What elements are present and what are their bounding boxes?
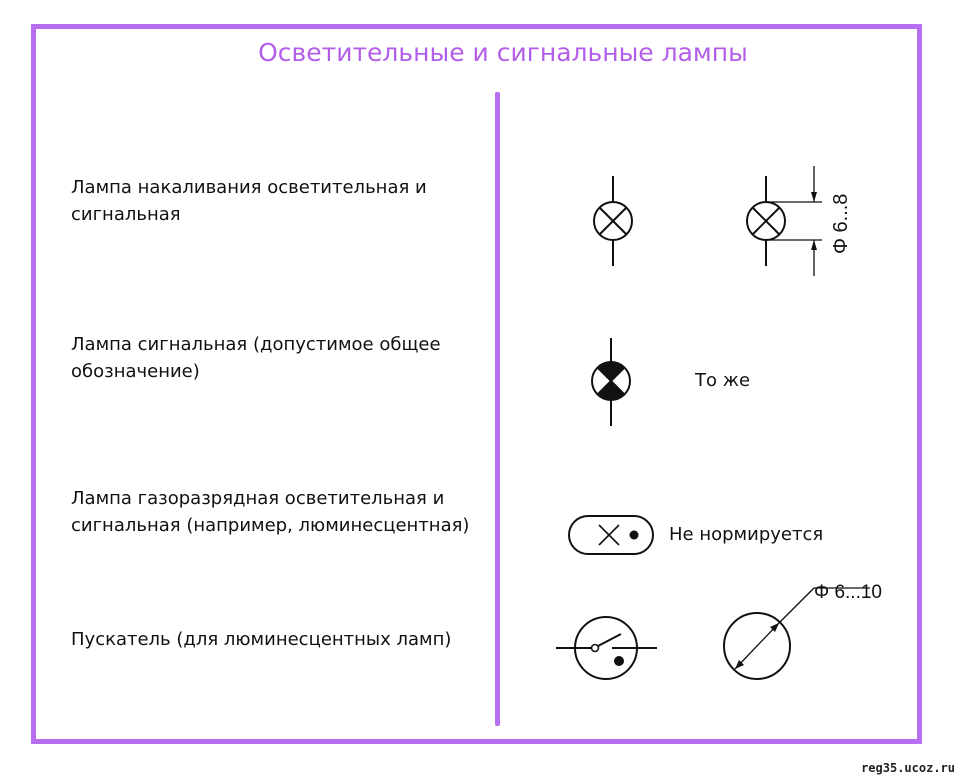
row-2-note: То же <box>695 370 751 391</box>
signal-lamp-symbol <box>592 338 630 426</box>
gas-discharge-lamp-symbol <box>569 516 653 554</box>
row-3-description-line-1: Лампа газоразрядная осветительная и <box>71 488 445 509</box>
dimension-arrow-top <box>811 192 817 202</box>
row-2-description-line-2: обозначение) <box>71 361 200 382</box>
dimension-label-row-4: Φ 6...10 <box>814 582 882 603</box>
row-1-description-line-2: сигнальная <box>71 204 181 225</box>
row-3-note: Не нормируется <box>669 524 824 545</box>
watermark: reg35.ucoz.ru <box>861 761 955 775</box>
row-3-description-line-2: сигнальная (например, люминесцентная) <box>71 515 470 536</box>
incandescent-lamp-dimensioned-symbol <box>747 176 785 266</box>
dimension-arrow-bottom <box>811 240 817 250</box>
row-4-description-line-1: Пускатель (для люминесцентных ламп) <box>71 629 452 650</box>
page-title: Осветительные и сигнальные лампы <box>258 38 748 67</box>
row-1-description-line-1: Лампа накаливания осветительная и <box>71 177 427 198</box>
dimension-label-row-1: Φ 6...8 <box>830 193 852 254</box>
incandescent-lamp-symbol <box>594 176 632 266</box>
starter-symbol <box>556 617 657 679</box>
row-2-description-line-1: Лампа сигнальная (допустимое общее <box>71 334 441 355</box>
